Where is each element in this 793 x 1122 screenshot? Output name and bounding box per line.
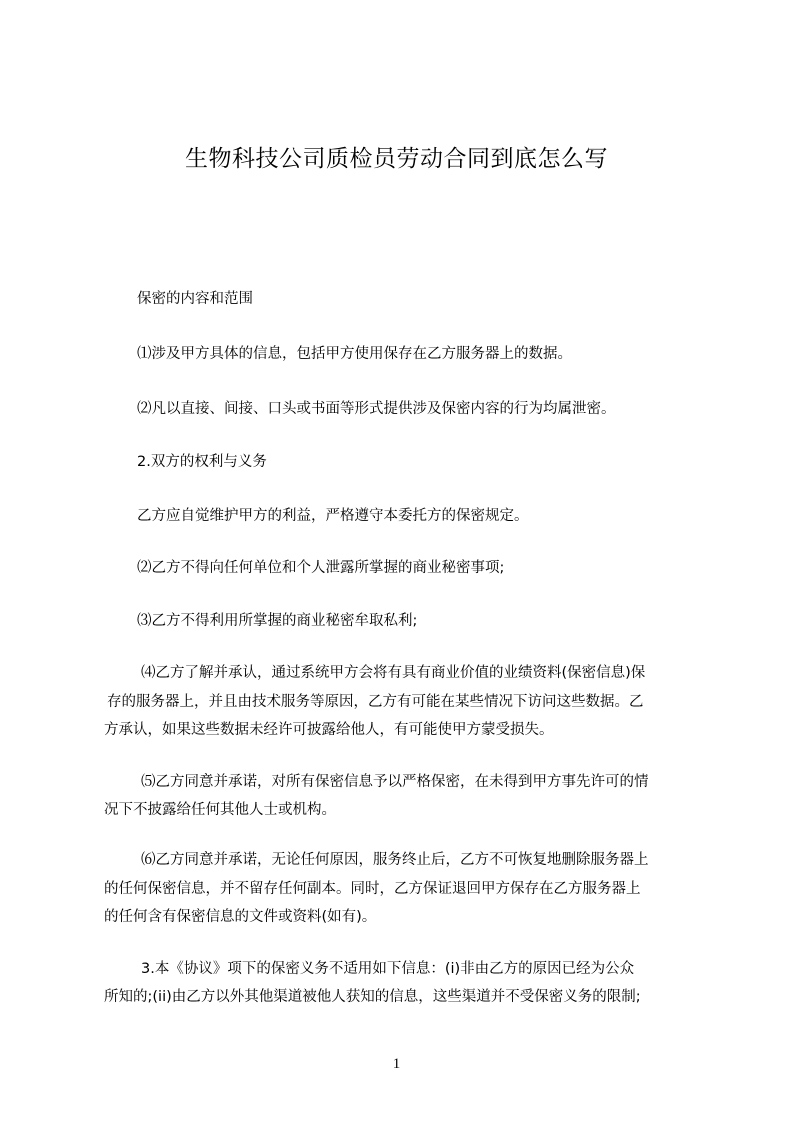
paragraph-exceptions-line-1: 3.本《协议》项下的保密义务不适用如下信息：(i)非由乙方的原因已经为公众 (141, 961, 635, 977)
paragraph-exceptions-line-2: 所知的;(ii)由乙方以外其他渠道被他人获知的信息，这些渠道并不受保密义务的限制; (104, 989, 641, 1005)
paragraph-confidential-scope: 保密的内容和范围 (137, 291, 253, 307)
paragraph-party-b-duty: 乙方应自觉维护甲方的利益，严格遵守本委托方的保密规定。 (137, 508, 529, 524)
paragraph-item-2: ⑵凡以直接、间接、口头或书面等形式提供涉及保密内容的行为均属泄密。 (137, 401, 616, 417)
document-title: 生物科技公司质检员劳动合同到底怎么写 (185, 146, 608, 172)
paragraph-duty-3: ⑶乙方不得利用所掌握的商业秘密牟取私利; (137, 613, 418, 629)
paragraph-duty-6-line-2: 的任何保密信息，并不留存任何副本。同时，乙方保证退回甲方保存在乙方服务器上 (104, 881, 641, 897)
paragraph-duty-6-line-1: ⑹乙方同意并承诺，无论任何原因，服务终止后，乙方不可恢复地删除服务器上 (141, 852, 649, 868)
section-heading-rights-obligations: 2.双方的权利与义务 (137, 454, 267, 470)
paragraph-item-1: ⑴涉及甲方具体的信息，包括甲方使用保存在乙方服务器上的数据。 (137, 346, 572, 362)
paragraph-duty-4-line-2: 存的服务器上，并且由技术服务等原因，乙方有可能在某些情况下访问这些数据。乙 (107, 694, 644, 710)
page-number: 1 (392, 1056, 401, 1072)
paragraph-duty-4-line-1: ⑷乙方了解并承认，通过系统甲方会将有具有商业价值的业绩资料(保密信息)保 (141, 665, 646, 681)
paragraph-duty-4-line-3: 方承认，如果这些数据未经许可披露给他人，有可能使甲方蒙受损失。 (104, 722, 554, 738)
paragraph-duty-5-line-2: 况下不披露给任何其他人士或机构。 (104, 802, 336, 818)
paragraph-duty-6-line-3: 的任何含有保密信息的文件或资料(如有)。 (104, 909, 377, 925)
paragraph-duty-2: ⑵乙方不得向任何单位和个人泄露所掌握的商业秘密事项; (137, 560, 505, 576)
paragraph-duty-5-line-1: ⑸乙方同意并承诺，对所有保密信息予以严格保密，在未得到甲方事先许可的情 (141, 774, 649, 790)
